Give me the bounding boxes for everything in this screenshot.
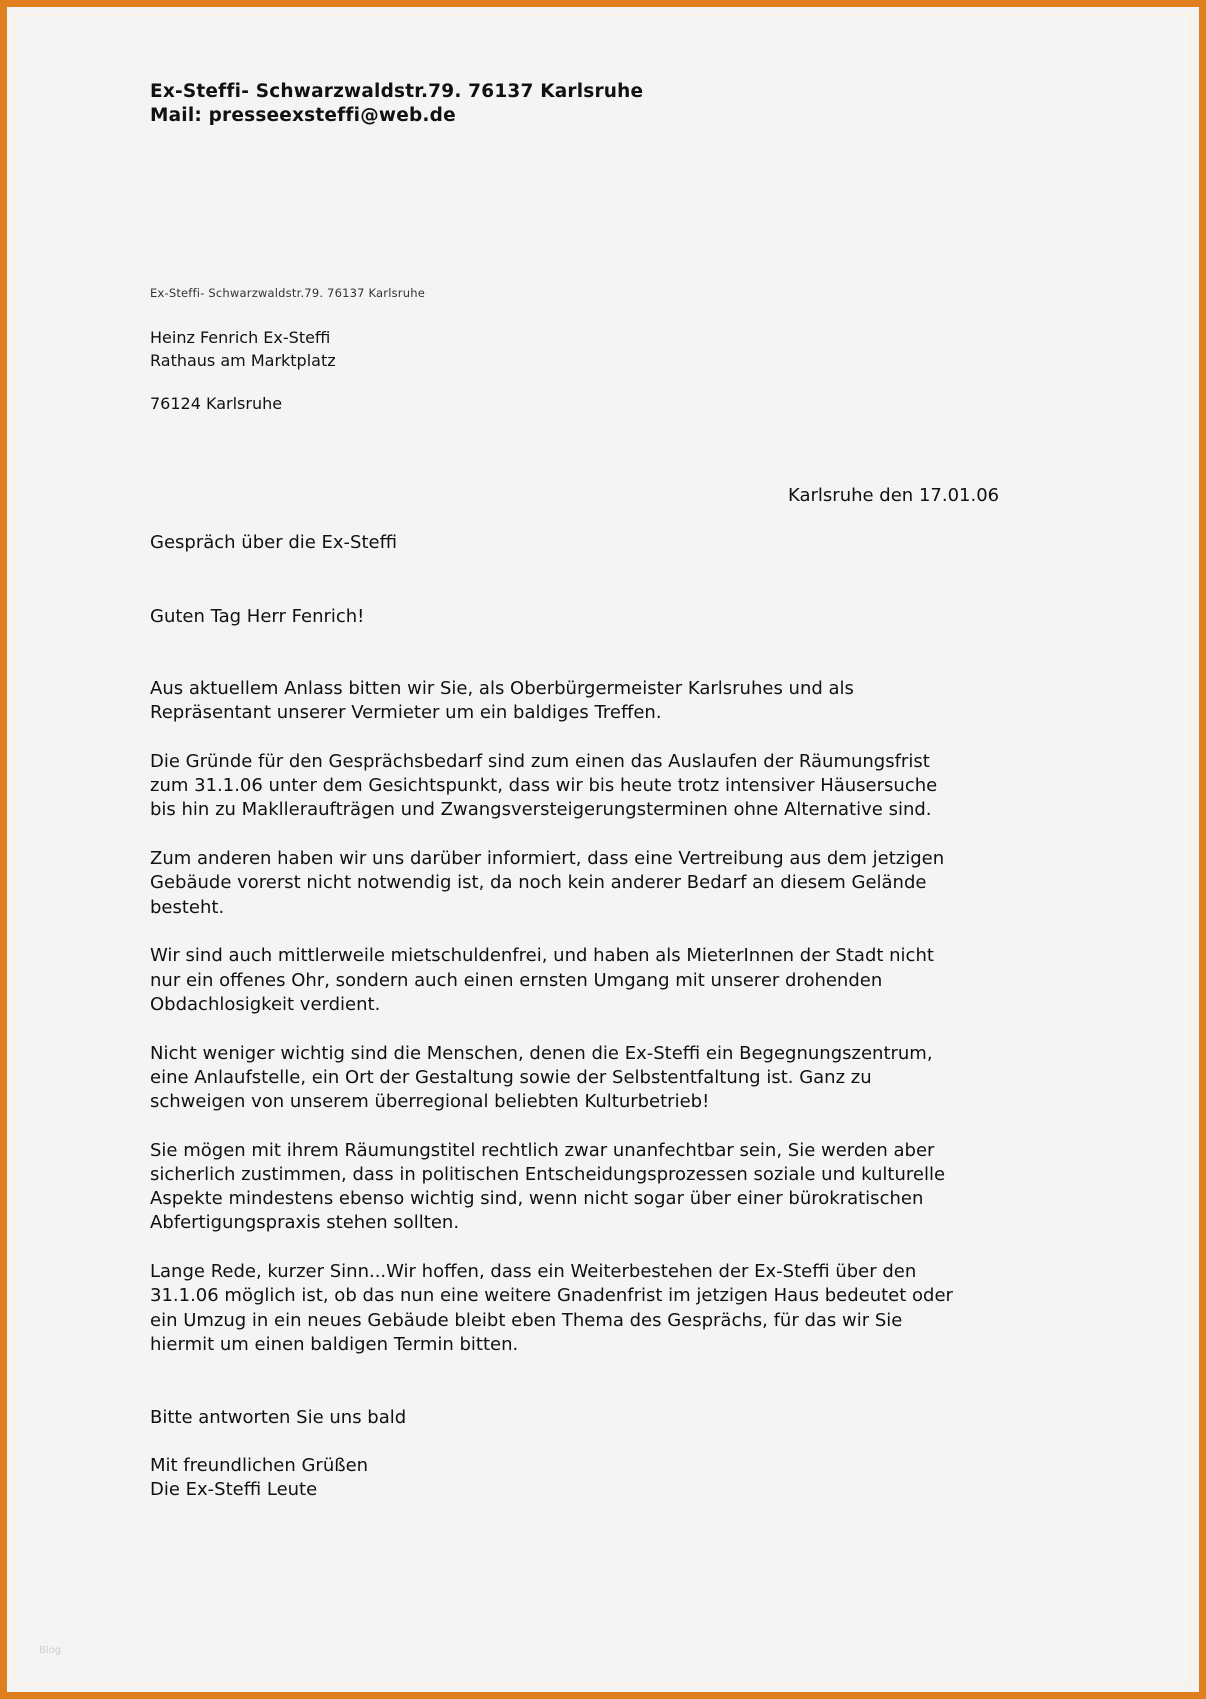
text-line: Repräsentant unserer Vermieter um ein baldiges Treffen.	[150, 702, 662, 724]
paragraph-3	[150, 847, 1090, 920]
text-line: Sie mögen mit ihrem Räumungstitel rechtlich zwar unanfechtbar sein, Sie werden aber	[150, 1139, 935, 1161]
paragraph-7	[150, 1260, 1090, 1357]
sender-header	[150, 80, 643, 128]
paragraph-6	[150, 1139, 1090, 1236]
text-line: Gebäude vorerst nicht notwendig ist, da noch kein anderer Bedarf an diesem Gelände	[150, 872, 927, 894]
date-line: Karlsruhe den 17.01.06	[788, 485, 1000, 506]
recipient-street: Rathaus am Marktplatz	[150, 351, 336, 370]
paragraph-2	[150, 750, 1090, 823]
text-line: zum 31.1.06 unter dem Gesichtspunkt, dass wir bis heute trotz intensiver Häusersuche	[150, 775, 938, 797]
sender-email: Mail: presseexsteffi@web.de	[150, 105, 456, 126]
text-line: bis hin zu Maklleraufträgen und Zwangsversteigerungsterminen ohne Alternative sind.	[150, 799, 932, 821]
recipient-city: 76124 Karlsruhe	[150, 394, 283, 413]
valediction: Mit freundlichen Grüßen	[150, 1455, 369, 1476]
text-line: eine Anlaufstelle, ein Ort der Gestaltung sowie der Selbstentfaltung ist. Ganz zu	[150, 1066, 872, 1088]
text-line: besteht.	[150, 896, 225, 918]
text-line: hiermit um einen baldigen Termin bitten.	[150, 1333, 519, 1355]
text-line: Lange Rede, kurzer Sinn...Wir hoffen, dass ein Weiterbestehen der Ex-Steffi über den	[150, 1261, 917, 1283]
sender-address: Ex-Steffi- Schwarzwaldstr.79. 76137 Karlsruhe	[150, 81, 644, 102]
watermark: Blog	[39, 1645, 62, 1656]
return-address-line: Ex-Steffi- Schwarzwaldstr.79. 76137 Karlsruhe	[150, 286, 425, 300]
paragraph-5	[150, 1042, 1090, 1115]
subject-line: Gespräch über die Ex-Steffi	[150, 532, 398, 553]
text-line: Nicht weniger wichtig sind die Menschen, denen die Ex-Steffi ein Begegnungszentrum,	[150, 1042, 933, 1064]
letter-body	[150, 677, 1090, 1382]
greeting: Guten Tag Herr Fenrich!	[150, 606, 365, 627]
text-line: Obdachlosigkeit verdient.	[150, 993, 381, 1015]
text-line: Aus aktuellem Anlass bitten wir Sie, als Oberbürgermeister Karlsruhes und als	[150, 678, 854, 699]
closing-request: Bitte antworten Sie uns bald	[150, 1407, 407, 1428]
text-line: Aspekte mindestens ebenso wichtig sind, wenn nicht sogar über einer bürokratischen	[150, 1188, 924, 1210]
paragraph-4	[150, 944, 1090, 1017]
text-line: Die Gründe für den Gesprächsbedarf sind zum einen das Auslaufen der Räumungsfrist	[150, 751, 930, 772]
text-line: 31.1.06 möglich ist, ob das nun eine weitere Gnadenfrist im jetzigen Haus bedeutet oder	[150, 1285, 953, 1307]
text-line: schweigen von unserem überregional beliebten Kulturbetrieb!	[150, 1091, 710, 1113]
text-line: ein Umzug in ein neues Gebäude bleibt eben Thema des Gesprächs, für das wir Sie	[150, 1309, 903, 1331]
closing-block	[150, 1406, 406, 1502]
text-line: sicherlich zustimmen, dass in politischen Entscheidungsprozessen soziale und kulturelle	[150, 1164, 946, 1186]
paragraph-1	[150, 677, 1090, 725]
text-line: Abfertigungspraxis stehen sollten.	[150, 1212, 460, 1234]
signature: Die Ex-Steffi Leute	[150, 1479, 318, 1500]
text-line: nur ein offenes Ohr, sondern auch einen ernsten Umgang mit unserer drohenden	[150, 969, 883, 991]
recipient-block	[150, 326, 336, 415]
text-line: Zum anderen haben wir uns darüber informiert, dass eine Vertreibung aus dem jetzigen	[150, 848, 945, 870]
recipient-name: Heinz Fenrich Ex-Steffi	[150, 328, 331, 347]
text-line: Wir sind auch mittlerweile mietschuldenfrei, und haben als MieterInnen der Stadt nicht	[150, 945, 934, 967]
